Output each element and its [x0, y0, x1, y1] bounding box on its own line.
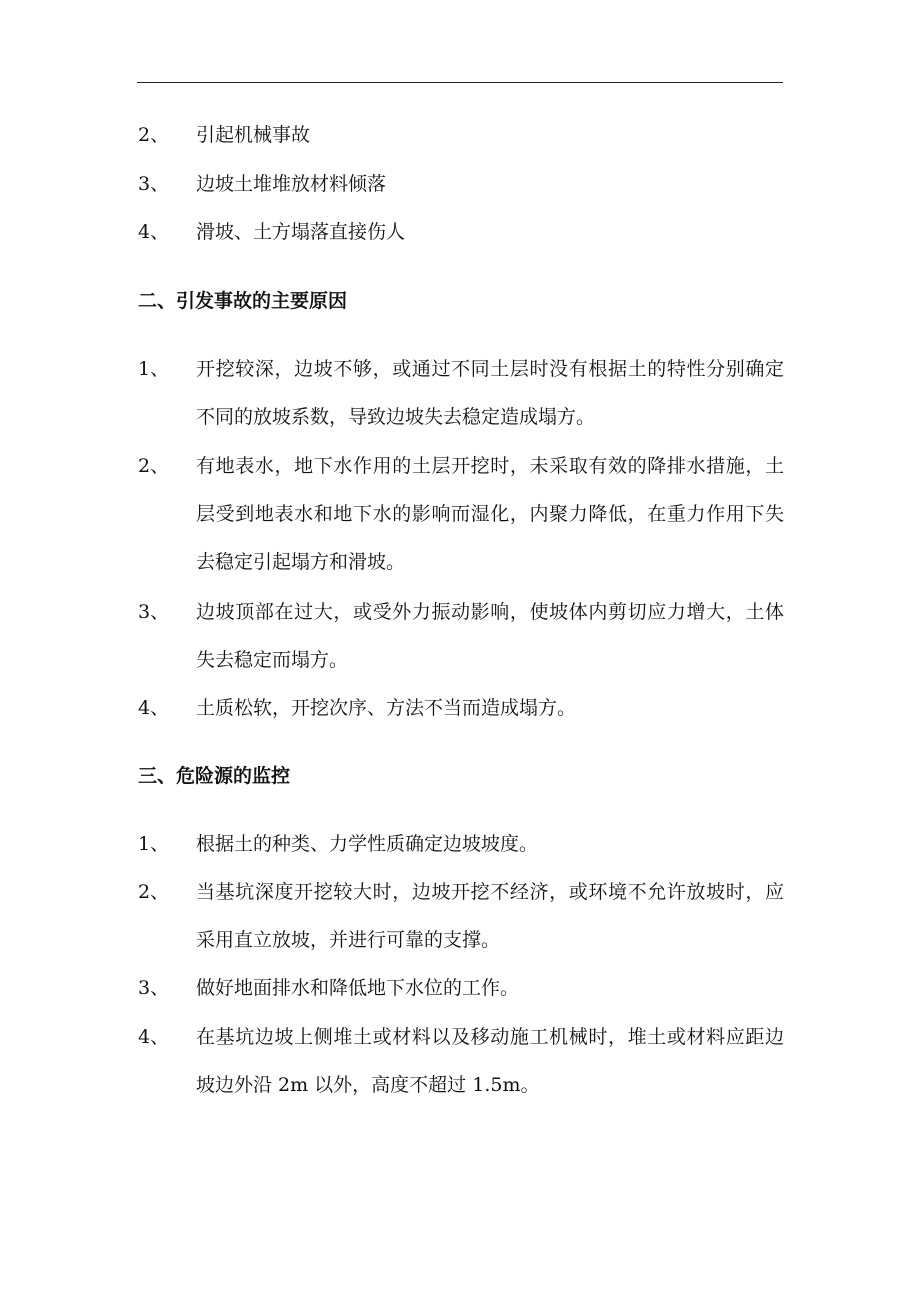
item-text: 边坡土堆堆放材料倾落 [196, 173, 387, 195]
section-heading: 三、危险源的监控 [138, 765, 291, 787]
item-number: 2、 [138, 881, 170, 903]
list-item [138, 111, 784, 159]
item-text: 当基坑深度开挖较大时，边坡开挖不经济，或环境不允许放坡时，应采用直立放坡，并进行可靠的支撑。 [196, 881, 784, 951]
list-item [138, 1013, 784, 1109]
item-text: 土质松软，开挖次序、方法不当而造成塌方。 [196, 697, 577, 719]
item-text: 在基坑边坡上侧堆土或材料以及移动施工机械时，堆土或材料应距边坡边外沿 2m 以外，高度不超过 1.5m。 [196, 1026, 784, 1096]
item-number: 3、 [138, 173, 170, 195]
item-number: 1、 [138, 833, 170, 855]
item-text: 滑坡、土方塌落直接伤人 [196, 221, 406, 243]
list-item [138, 964, 784, 1012]
item-text: 开挖较深，边坡不够，或通过不同土层时没有根据土的特性分别确定不同的放坡系数，导致边坡失去稳定造成塌方。 [196, 358, 784, 428]
item-number: 4、 [138, 221, 170, 243]
item-text: 引起机械事故 [196, 124, 311, 146]
section-heading: 二、引发事故的主要原因 [138, 290, 348, 312]
item-text: 做好地面排水和降低地下水位的工作。 [196, 977, 520, 999]
list-item [138, 684, 784, 732]
list-item [138, 820, 784, 868]
item-number: 4、 [138, 1026, 170, 1048]
item-number: 3、 [138, 601, 170, 623]
list-item [138, 588, 784, 684]
item-text: 有地表水，地下水作用的土层开挖时，未采取有效的降排水措施，土层受到地表水和地下水的影响而湿化，内聚力降低，在重力作用下失去稳定引起塌方和滑坡。 [196, 455, 784, 573]
item-number: 2、 [138, 455, 170, 477]
item-number: 3、 [138, 977, 170, 999]
item-number: 4、 [138, 697, 170, 719]
item-text: 边坡顶部在过大，或受外力振动影响，使坡体内剪切应力增大，土体失去稳定而塌方。 [196, 601, 784, 671]
item-number: 1、 [138, 358, 170, 380]
header-rule [137, 82, 783, 83]
list-item [138, 160, 784, 208]
item-number: 2、 [138, 124, 170, 146]
list-item [138, 442, 784, 586]
list-item [138, 208, 784, 256]
list-item [138, 345, 784, 441]
list-item [138, 868, 784, 964]
item-text: 根据土的种类、力学性质确定边坡坡度。 [196, 833, 539, 855]
